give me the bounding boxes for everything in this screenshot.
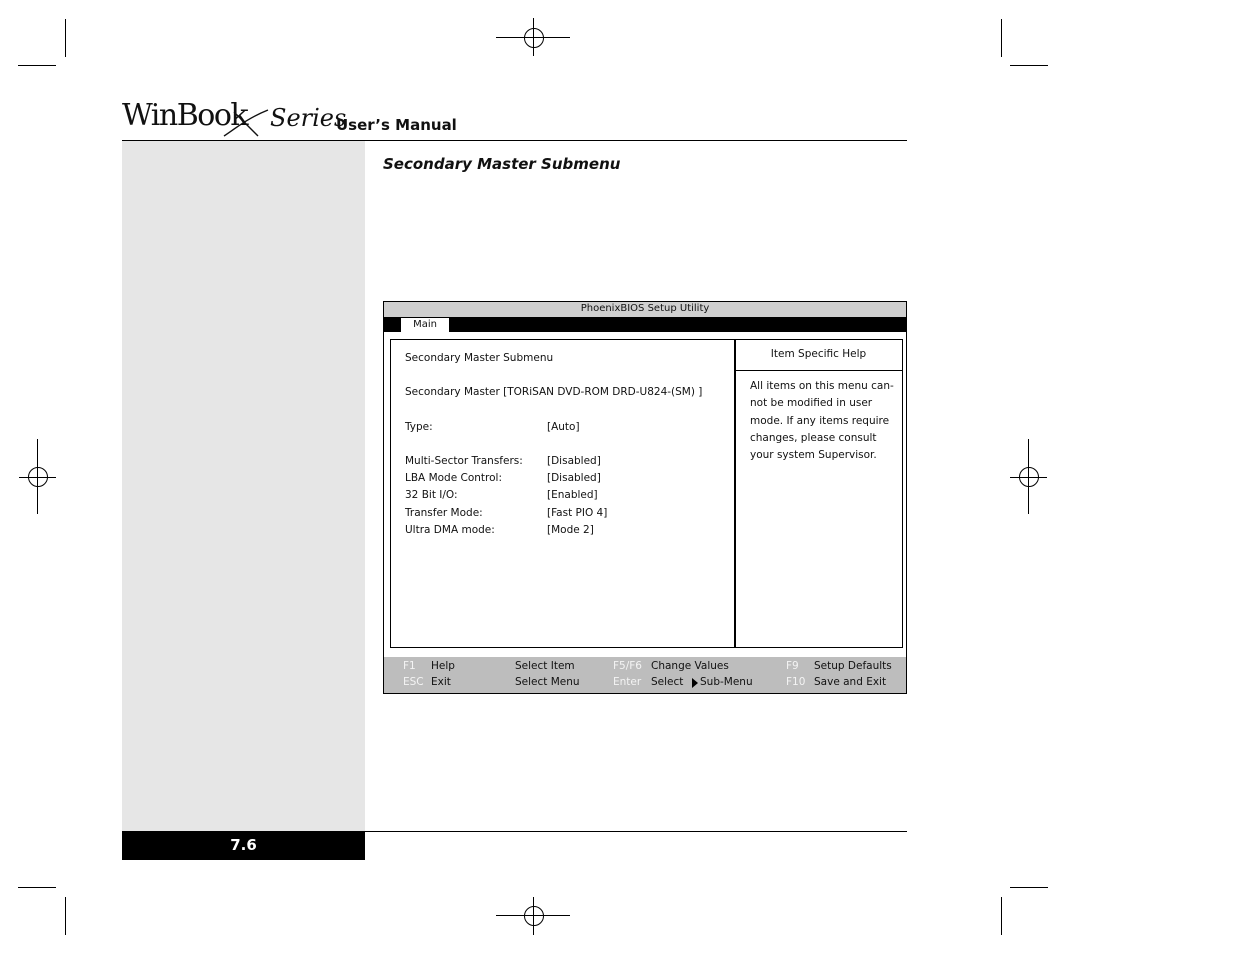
key-enter: Enter	[613, 676, 642, 688]
help-text	[750, 378, 895, 464]
action-help: Help	[431, 660, 455, 672]
help-line: your system Supervisor.	[750, 449, 877, 462]
submenu-arrow-icon	[692, 678, 698, 688]
footer-rule	[365, 831, 907, 832]
sidebar-band	[122, 141, 365, 831]
key-f9: F9	[786, 660, 799, 672]
help-line: mode. If any items require	[750, 414, 890, 427]
action-select: Select	[651, 676, 684, 688]
tab-main[interactable]: Main	[401, 318, 449, 332]
setting-label-multi-sector: Multi-Sector Transfers:	[405, 455, 523, 467]
bios-key-legend	[384, 657, 906, 693]
setting-label-transfer-mode: Transfer Mode:	[405, 507, 483, 519]
crop-mark	[1010, 887, 1048, 888]
crop-mark	[18, 65, 56, 66]
action-save-and-exit: Save and Exit	[814, 676, 887, 688]
help-line: not be modified in user	[750, 397, 873, 410]
bios-screen	[383, 301, 907, 694]
device-line: Secondary Master [TORiSAN DVD-ROM DRD-U824-(SM) ]	[405, 386, 703, 398]
setting-value-lba-mode[interactable]: [Disabled]	[547, 472, 601, 484]
crop-mark	[1001, 19, 1002, 57]
action-sub-menu: Sub-Menu	[700, 676, 753, 688]
bios-main-panel	[390, 339, 736, 648]
crop-mark	[65, 19, 66, 57]
key-esc: ESC	[403, 676, 424, 688]
brand-logo: WinBook	[122, 98, 248, 133]
action-change-values: Change Values	[651, 660, 729, 672]
manual-title: User’s Manual	[336, 116, 457, 134]
setting-value-ultra-dma[interactable]: [Mode 2]	[547, 524, 594, 536]
action-exit: Exit	[431, 676, 451, 688]
setting-label-type: Type:	[405, 421, 433, 433]
help-line: changes, please consult	[750, 431, 877, 444]
key-f1: F1	[403, 660, 416, 672]
setting-value-type[interactable]: [Auto]	[547, 421, 580, 433]
bios-menubar	[384, 318, 906, 332]
x-logo-icon	[222, 108, 270, 138]
crop-mark	[65, 897, 66, 935]
setting-label-32bit-io: 32 Bit I/O:	[405, 489, 458, 501]
section-title: Secondary Master Submenu	[383, 155, 621, 173]
bios-help-panel	[734, 339, 903, 648]
key-f5-f6: F5/F6	[613, 660, 642, 672]
crop-mark	[1010, 65, 1048, 66]
help-divider	[735, 370, 902, 371]
help-line: All items on this menu can-	[750, 380, 894, 392]
help-title: Item Specific Help	[770, 348, 867, 360]
setting-label-lba-mode: LBA Mode Control:	[405, 472, 503, 484]
page-number: 7.6	[230, 836, 257, 854]
series-logo: Series	[270, 104, 347, 132]
setting-value-transfer-mode[interactable]: [Fast PIO 4]	[547, 507, 608, 519]
action-select-item: Select Item	[515, 660, 575, 672]
crop-mark	[18, 887, 56, 888]
setting-label-ultra-dma: Ultra DMA mode:	[405, 524, 495, 536]
action-setup-defaults: Setup Defaults	[814, 660, 892, 672]
action-select-menu: Select Menu	[515, 676, 580, 688]
setting-value-32bit-io[interactable]: [Enabled]	[547, 489, 598, 501]
bios-title: PhoenixBIOS Setup Utility	[384, 302, 906, 318]
key-f10: F10	[786, 676, 806, 688]
setting-value-multi-sector[interactable]: [Disabled]	[547, 455, 601, 467]
panel-heading: Secondary Master Submenu	[405, 352, 554, 364]
crop-mark	[1001, 897, 1002, 935]
page-number-box	[122, 831, 365, 860]
